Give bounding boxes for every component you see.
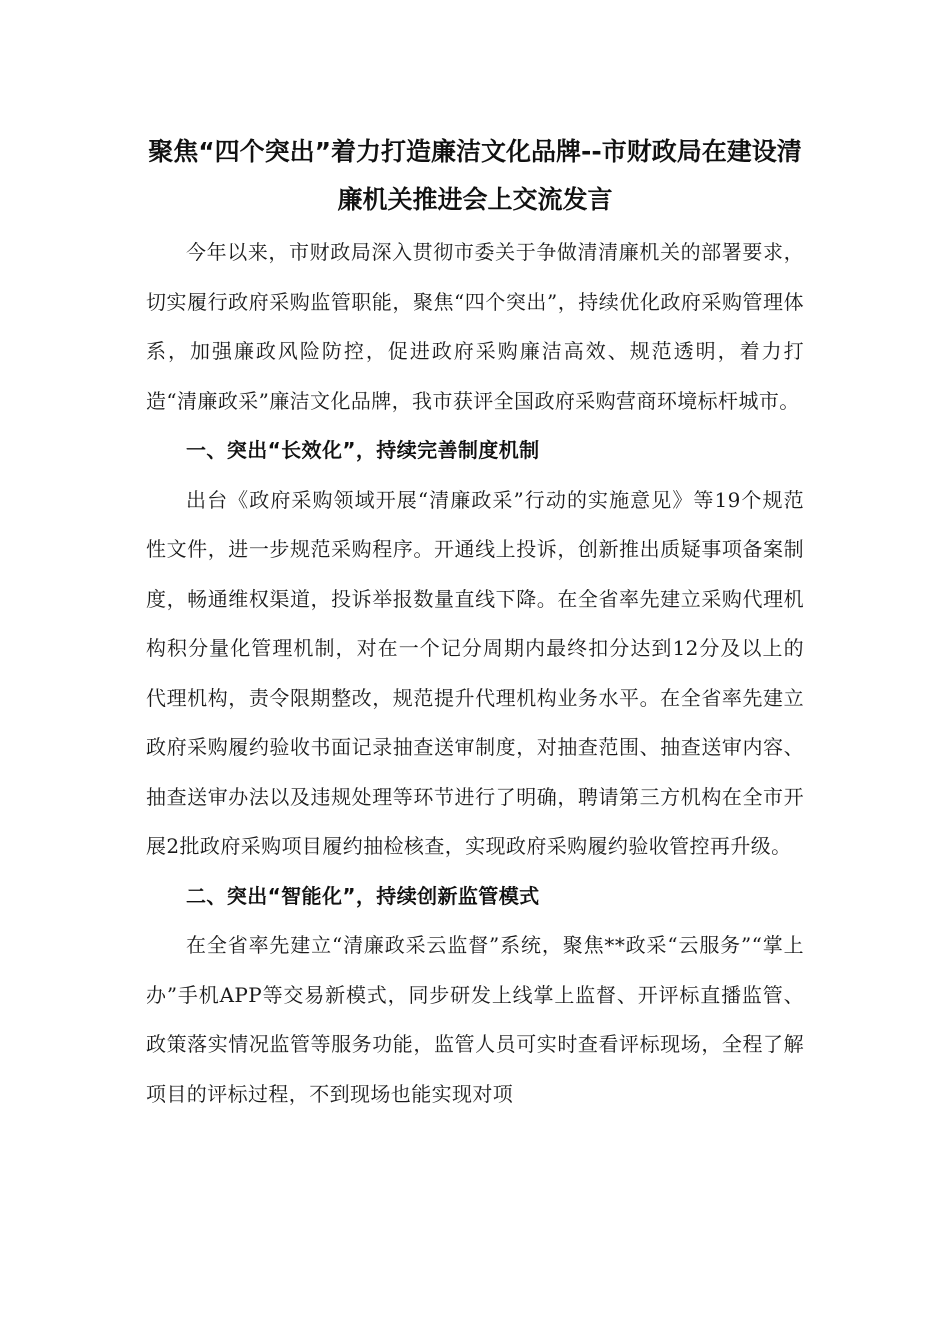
section-2-paragraph: 在全省率先建立“清廉政采云监督”系统，聚焦**政采“云服务”“掌上办”手机APP等交易新模式，同步研发上线掌上监督、开评标直播监管、政策落实情况监管等服务功能，监管人员可实时查看评标现场，全程了解项目的评标过程，不到现场也能实现对项 bbox=[146, 933, 804, 1106]
document-body bbox=[146, 228, 804, 1119]
section-1-paragraph: 出台《政府采购领域开展“清廉政采”行动的实施意见》等19个规范性文件，进一步规范采购程序。开通线上投诉，创新推出质疑事项备案制度，畅通维权渠道，投诉举报数量直线下降。在全省率先建立采购代理机构积分量化管理机制，对在一个记分周期内最终扣分达到12分及以上的代理机构，责令限期整改，规范提升代理机构业务水平。在全省率先建立政府采购履约验收书面记录抽查送审制度，对抽查范围、抽查送审内容、抽查送审办法以及违规处理等环节进行了明确，聘请第三方机构在全市开展2批政府采购项目履约抽检核查，实现政府采购履约验收管控再升级。 bbox=[146, 487, 804, 858]
document-title: 聚焦“四个突出”着力打造廉洁文化品牌--市财政局在建设清廉机关推进会上交流发言 bbox=[148, 137, 802, 214]
section-1-heading: 一、突出“长效化”，持续完善制度机制 bbox=[186, 438, 540, 462]
section-2-heading: 二、突出“智能化”，持续创新监管模式 bbox=[186, 883, 540, 908]
intro-paragraph: 今年以来，市财政局深入贯彻市委关于争做清清廉机关的部署要求，切实履行政府采购监管职能，聚焦“四个突出”，持续优化政府采购管理体系，加强廉政风险防控，促进政府采购廉洁高效、规范透明，着力打造“清廉政采”廉洁文化品牌，我市获评全国政府采购营商环境标杆城市。 bbox=[146, 240, 804, 413]
